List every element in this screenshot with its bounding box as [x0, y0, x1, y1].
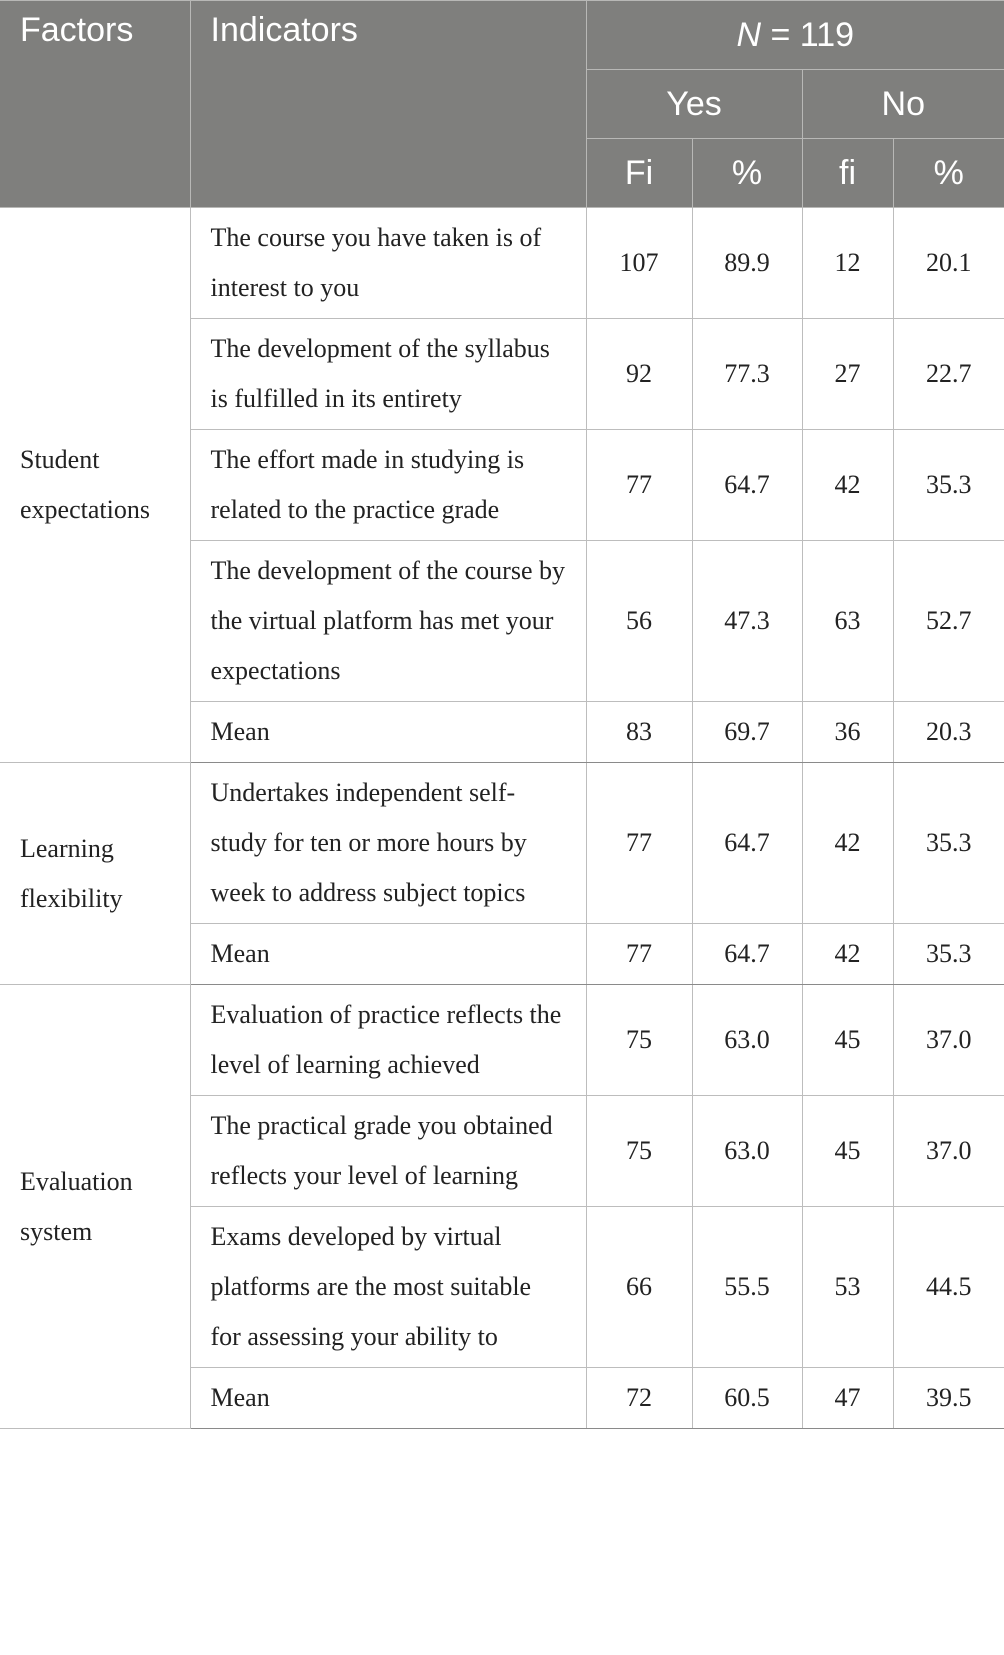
pct-no-cell: 39.5	[893, 1368, 1004, 1429]
fi-yes-cell: 75	[586, 1096, 692, 1207]
indicator-cell: The course you have taken is of interest to you	[190, 208, 586, 319]
fi-no-cell: 53	[802, 1207, 893, 1368]
table-body	[0, 208, 1004, 1429]
pct-yes-header: %	[692, 139, 802, 208]
pct-yes-cell: 63.0	[692, 1096, 802, 1207]
indicator-cell: The development of the syllabus is fulfilled in its entirety	[190, 319, 586, 430]
yes-header: Yes	[586, 70, 802, 139]
pct-yes-cell: 69.7	[692, 702, 802, 763]
fi-no-cell: 42	[802, 924, 893, 985]
pct-yes-cell: 89.9	[692, 208, 802, 319]
pct-yes-cell: 64.7	[692, 430, 802, 541]
fi-no-cell: 42	[802, 763, 893, 924]
fi-no-header: fi	[802, 139, 893, 208]
no-header: No	[802, 70, 1004, 139]
pct-yes-cell: 63.0	[692, 985, 802, 1096]
pct-no-cell: 35.3	[893, 763, 1004, 924]
pct-no-header: %	[893, 139, 1004, 208]
pct-yes-cell: 64.7	[692, 763, 802, 924]
pct-yes-cell: 60.5	[692, 1368, 802, 1429]
fi-yes-cell: 83	[586, 702, 692, 763]
indicator-cell: Undertakes independent self-study for ten or more hours by week to address subject topics	[190, 763, 586, 924]
table-row	[0, 763, 1004, 924]
n-label: N	[736, 15, 762, 54]
fi-yes-header: Fi	[586, 139, 692, 208]
indicator-cell: Exams developed by virtual platforms are the most suitable for assessing your ability to	[190, 1207, 586, 1368]
pct-no-cell: 44.5	[893, 1207, 1004, 1368]
fi-yes-cell: 77	[586, 763, 692, 924]
fi-no-cell: 47	[802, 1368, 893, 1429]
indicator-cell: Mean	[190, 1368, 586, 1429]
pct-no-cell: 22.7	[893, 319, 1004, 430]
fi-yes-cell: 56	[586, 541, 692, 702]
fi-no-cell: 27	[802, 319, 893, 430]
fi-yes-cell: 75	[586, 985, 692, 1096]
pct-no-cell: 52.7	[893, 541, 1004, 702]
factor-cell: Learning flexibility	[0, 763, 190, 985]
fi-yes-cell: 77	[586, 430, 692, 541]
indicator-cell: The effort made in studying is related to the practice grade	[190, 430, 586, 541]
indicators-header: Indicators	[190, 1, 586, 208]
pct-no-cell: 37.0	[893, 985, 1004, 1096]
pct-yes-cell: 47.3	[692, 541, 802, 702]
indicator-cell: Evaluation of practice reflects the level of learning achieved	[190, 985, 586, 1096]
fi-yes-cell: 107	[586, 208, 692, 319]
pct-no-cell: 37.0	[893, 1096, 1004, 1207]
fi-yes-cell: 72	[586, 1368, 692, 1429]
fi-yes-cell: 92	[586, 319, 692, 430]
sample-size-header	[586, 1, 1004, 70]
fi-no-cell: 42	[802, 430, 893, 541]
factor-cell: Student expectations	[0, 208, 190, 763]
indicator-cell: Mean	[190, 924, 586, 985]
pct-no-cell: 35.3	[893, 430, 1004, 541]
table-row	[0, 208, 1004, 319]
fi-no-cell: 45	[802, 985, 893, 1096]
indicator-cell: The development of the course by the virtual platform has met your expectations	[190, 541, 586, 702]
pct-no-cell: 35.3	[893, 924, 1004, 985]
pct-yes-cell: 64.7	[692, 924, 802, 985]
fi-no-cell: 63	[802, 541, 893, 702]
indicator-cell: The practical grade you obtained reflects your level of learning	[190, 1096, 586, 1207]
fi-no-cell: 12	[802, 208, 893, 319]
fi-no-cell: 45	[802, 1096, 893, 1207]
pct-no-cell: 20.3	[893, 702, 1004, 763]
table-row	[0, 985, 1004, 1096]
pct-yes-cell: 55.5	[692, 1207, 802, 1368]
pct-yes-cell: 77.3	[692, 319, 802, 430]
table-header	[0, 1, 1004, 208]
indicator-cell: Mean	[190, 702, 586, 763]
fi-no-cell: 36	[802, 702, 893, 763]
n-value: = 119	[761, 15, 855, 54]
factor-cell: Evaluation system	[0, 985, 190, 1429]
fi-yes-cell: 66	[586, 1207, 692, 1368]
factors-header: Factors	[0, 1, 190, 208]
pct-no-cell: 20.1	[893, 208, 1004, 319]
fi-yes-cell: 77	[586, 924, 692, 985]
